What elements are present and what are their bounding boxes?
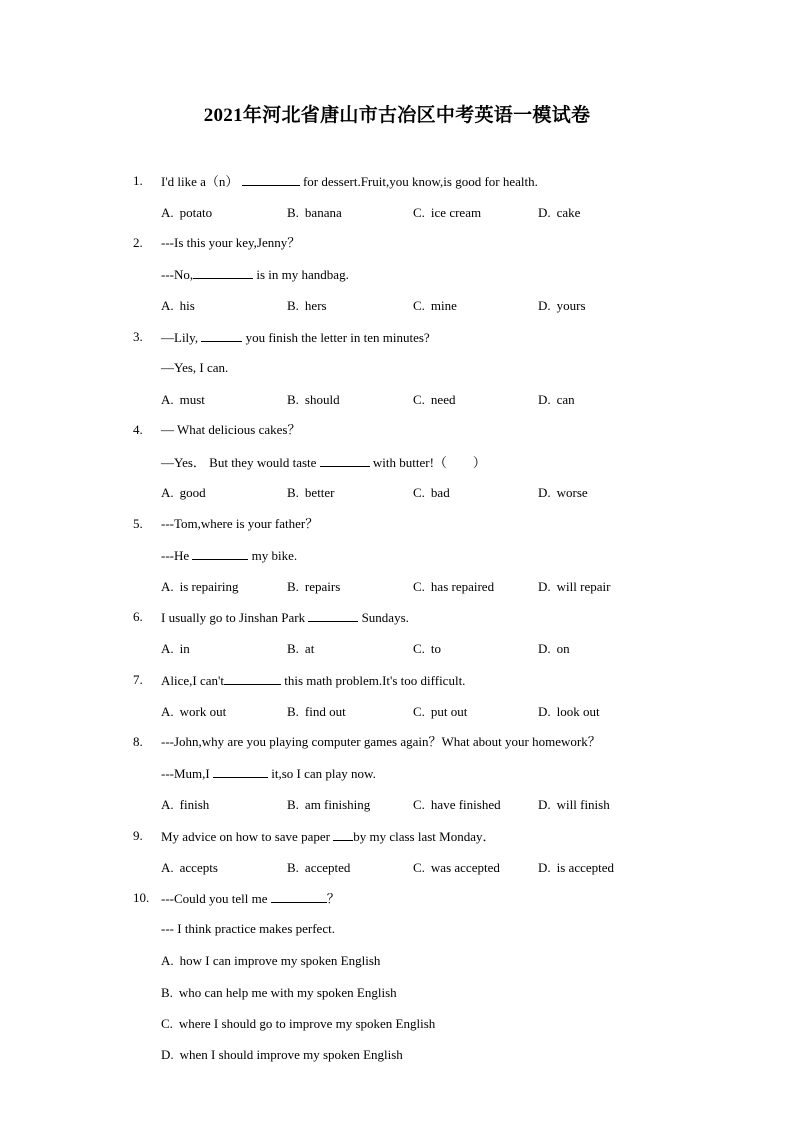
question-text <box>161 672 465 689</box>
question-text-after: this math problem.It's too difficult. <box>280 673 466 688</box>
option-text: was accepted <box>430 860 500 875</box>
question-text <box>161 609 409 626</box>
question-text <box>161 266 349 283</box>
option-text: ice cream <box>430 205 482 220</box>
question-number: 9. <box>133 828 143 843</box>
answer-option[interactable] <box>413 298 457 314</box>
option-letter: C. <box>413 298 425 313</box>
question-text <box>161 547 297 564</box>
answer-option[interactable] <box>287 860 350 876</box>
answer-option[interactable] <box>413 641 441 657</box>
answer-option[interactable] <box>161 298 195 314</box>
answer-option[interactable] <box>287 485 335 501</box>
page-title: 2021年河北省唐山市古冶区中考英语一模试卷 <box>203 105 591 126</box>
question-text <box>161 516 318 532</box>
answer-blank <box>333 828 353 841</box>
option-letter: D. <box>538 641 551 656</box>
answer-option[interactable] <box>413 485 450 501</box>
answer-blank <box>271 890 327 903</box>
question-text-after: Sundays. <box>358 610 409 625</box>
option-text: on <box>556 641 570 656</box>
option-text: bad <box>430 485 450 500</box>
question-text <box>161 734 601 750</box>
answer-option[interactable] <box>287 641 314 657</box>
option-letter: B. <box>287 205 299 220</box>
option-letter: B. <box>287 641 299 656</box>
answer-option[interactable] <box>538 392 575 408</box>
option-letter: C. <box>161 1016 173 1031</box>
option-letter: A. <box>161 392 174 407</box>
question-text-before: I usually go to Jinshan Park <box>161 610 309 625</box>
option-letter: D. <box>538 205 551 220</box>
answer-option[interactable] <box>538 298 586 314</box>
option-text: how I can improve my spoken English <box>179 953 381 968</box>
answer-blank <box>320 454 370 467</box>
option-letter: A. <box>161 704 174 719</box>
option-text: will finish <box>556 797 610 812</box>
question-text-before: I'd like a（n） <box>161 174 242 189</box>
question-text <box>161 329 430 346</box>
option-text: his <box>179 298 195 313</box>
option-text: where I should go to improve my spoken English <box>178 1016 436 1031</box>
option-text: will repair <box>556 579 611 594</box>
question-number: 3. <box>133 329 143 344</box>
question-text-before: My advice on how to save paper <box>161 829 334 844</box>
option-text: look out <box>556 704 600 719</box>
answer-option[interactable] <box>287 797 370 813</box>
option-letter: C. <box>413 579 425 594</box>
answer-option[interactable] <box>161 205 212 221</box>
option-letter: B. <box>287 298 299 313</box>
answer-option[interactable] <box>413 860 500 876</box>
answer-option[interactable] <box>161 953 380 969</box>
question-text-before: ---Could you tell me <box>161 891 271 906</box>
question-text-before: Alice,I can't <box>161 673 224 688</box>
option-text: in <box>179 641 190 656</box>
answer-blank <box>308 609 358 622</box>
option-text: banana <box>304 205 342 220</box>
option-text: work out <box>179 704 227 719</box>
option-letter: C. <box>413 797 425 812</box>
answer-option[interactable] <box>413 392 455 408</box>
option-text: have finished <box>430 797 501 812</box>
question-text-after: ？ <box>326 891 340 906</box>
option-letter: A. <box>161 298 174 313</box>
option-text: cake <box>556 205 581 220</box>
question-text-before: —Yes． But they would taste <box>161 455 320 470</box>
answer-option[interactable] <box>161 641 190 657</box>
question-text-before: — What delicious cakes？ <box>161 422 301 437</box>
question-number: 1. <box>133 173 143 188</box>
option-text: worse <box>556 485 588 500</box>
question-number: 5. <box>133 516 143 531</box>
option-letter: C. <box>413 205 425 220</box>
option-text: is accepted <box>556 860 615 875</box>
answer-blank <box>201 329 242 342</box>
answer-option[interactable] <box>413 797 501 813</box>
question-text <box>161 173 538 190</box>
option-text: need <box>430 392 456 407</box>
option-text: accepts <box>179 860 218 875</box>
option-letter: C. <box>413 392 425 407</box>
question-text-after: for dessert.Fruit,you know,is good for health. <box>299 174 538 189</box>
question-text <box>161 360 228 376</box>
option-letter: B. <box>161 985 173 1000</box>
option-letter: B. <box>287 392 299 407</box>
answer-option[interactable] <box>538 485 588 501</box>
answer-blank <box>213 765 268 778</box>
option-letter: B. <box>287 485 299 500</box>
option-letter: D. <box>161 1047 174 1062</box>
option-letter: D. <box>538 485 551 500</box>
option-text: finish <box>179 797 210 812</box>
option-letter: A. <box>161 205 174 220</box>
option-letter: C. <box>413 641 425 656</box>
question-text <box>161 828 495 845</box>
option-text: accepted <box>304 860 351 875</box>
question-text <box>161 765 376 782</box>
answer-option[interactable] <box>538 797 610 813</box>
answer-option[interactable] <box>538 205 580 221</box>
option-text: at <box>304 641 315 656</box>
question-text <box>161 890 340 907</box>
option-text: who can help me with my spoken English <box>178 985 397 1000</box>
answer-blank <box>193 266 253 279</box>
answer-option[interactable] <box>161 485 206 501</box>
option-letter: A. <box>161 485 174 500</box>
option-text: am finishing <box>304 797 371 812</box>
answer-option[interactable] <box>538 704 600 720</box>
option-text: hers <box>304 298 327 313</box>
answer-option[interactable] <box>413 579 494 595</box>
question-number: 8. <box>133 734 143 749</box>
question-text-before: ---Is this your key,Jenny？ <box>161 235 301 250</box>
option-letter: A. <box>161 641 174 656</box>
question-number: 6. <box>133 609 143 624</box>
question-text-before: --- I think practice makes perfect. <box>161 921 335 936</box>
option-text: better <box>304 485 335 500</box>
answer-option[interactable] <box>538 579 610 595</box>
answer-option[interactable] <box>161 797 209 813</box>
option-letter: D. <box>538 392 551 407</box>
answer-option[interactable] <box>161 579 238 595</box>
option-text: when I should improve my spoken English <box>179 1047 403 1062</box>
question-text-after: you finish the letter in ten minutes? <box>242 330 430 345</box>
answer-option[interactable] <box>287 704 346 720</box>
question-number: 10. <box>133 890 150 905</box>
answer-blank <box>242 173 300 186</box>
option-letter: C. <box>413 860 425 875</box>
question-text-before: —Lily, <box>161 330 202 345</box>
option-text: to <box>430 641 442 656</box>
answer-option[interactable] <box>161 860 218 876</box>
question-number: 7. <box>133 672 143 687</box>
question-number: 4. <box>133 422 143 437</box>
question-text-after: by my class last Monday． <box>353 829 496 844</box>
option-letter: D. <box>538 860 551 875</box>
answer-option[interactable] <box>287 579 340 595</box>
option-letter: B. <box>287 579 299 594</box>
option-letter: C. <box>413 485 425 500</box>
option-letter: C. <box>413 704 425 719</box>
question-number: 2. <box>133 235 143 250</box>
question-text-before: ---John,why are you playing computer games again？What about your homework？ <box>161 734 601 749</box>
option-text: put out <box>430 704 468 719</box>
option-letter: B. <box>287 797 299 812</box>
answer-blank <box>224 672 281 685</box>
answer-option[interactable] <box>161 985 397 1001</box>
option-text: yours <box>556 298 586 313</box>
option-text: has repaired <box>430 579 495 594</box>
question-text-before: ---Mum,I <box>161 766 213 781</box>
question-text-before: ---He <box>161 548 193 563</box>
answer-option[interactable] <box>538 860 614 876</box>
question-text <box>161 454 486 471</box>
answer-option[interactable] <box>287 392 340 408</box>
option-text: find out <box>304 704 346 719</box>
option-text: potato <box>179 205 213 220</box>
option-text: must <box>179 392 205 407</box>
option-text: repairs <box>304 579 341 594</box>
option-text: mine <box>430 298 457 313</box>
answer-option[interactable] <box>161 1047 403 1063</box>
question-text <box>161 921 335 937</box>
option-letter: B. <box>287 704 299 719</box>
option-text: is repairing <box>179 579 239 594</box>
question-text-after: with butter!（ ） <box>369 455 486 470</box>
answer-blank <box>192 547 248 560</box>
option-text: can <box>556 392 575 407</box>
question-text-after: it,so I can play now. <box>268 766 376 781</box>
answer-option[interactable] <box>287 298 327 314</box>
answer-option[interactable] <box>413 205 481 221</box>
option-letter: A. <box>161 953 174 968</box>
answer-option[interactable] <box>413 704 467 720</box>
option-letter: A. <box>161 797 174 812</box>
question-text-after: my bike. <box>248 548 298 563</box>
answer-option[interactable] <box>161 704 226 720</box>
question-text-before: ---Tom,where is your father？ <box>161 516 319 531</box>
question-text <box>161 235 300 251</box>
answer-option[interactable] <box>161 392 205 408</box>
option-letter: D. <box>538 579 551 594</box>
answer-option[interactable] <box>538 641 570 657</box>
option-letter: D. <box>538 704 551 719</box>
option-letter: B. <box>287 860 299 875</box>
option-text: good <box>179 485 206 500</box>
option-letter: A. <box>161 860 174 875</box>
option-letter: D. <box>538 298 551 313</box>
question-text-after: is in my handbag. <box>253 267 349 282</box>
question-text <box>161 422 300 438</box>
option-letter: A. <box>161 579 174 594</box>
option-letter: D. <box>538 797 551 812</box>
answer-option[interactable] <box>161 1016 435 1032</box>
option-text: should <box>304 392 340 407</box>
question-text-before: —Yes, I can. <box>161 360 229 375</box>
answer-option[interactable] <box>287 205 342 221</box>
question-text-before: ---No, <box>161 267 194 282</box>
